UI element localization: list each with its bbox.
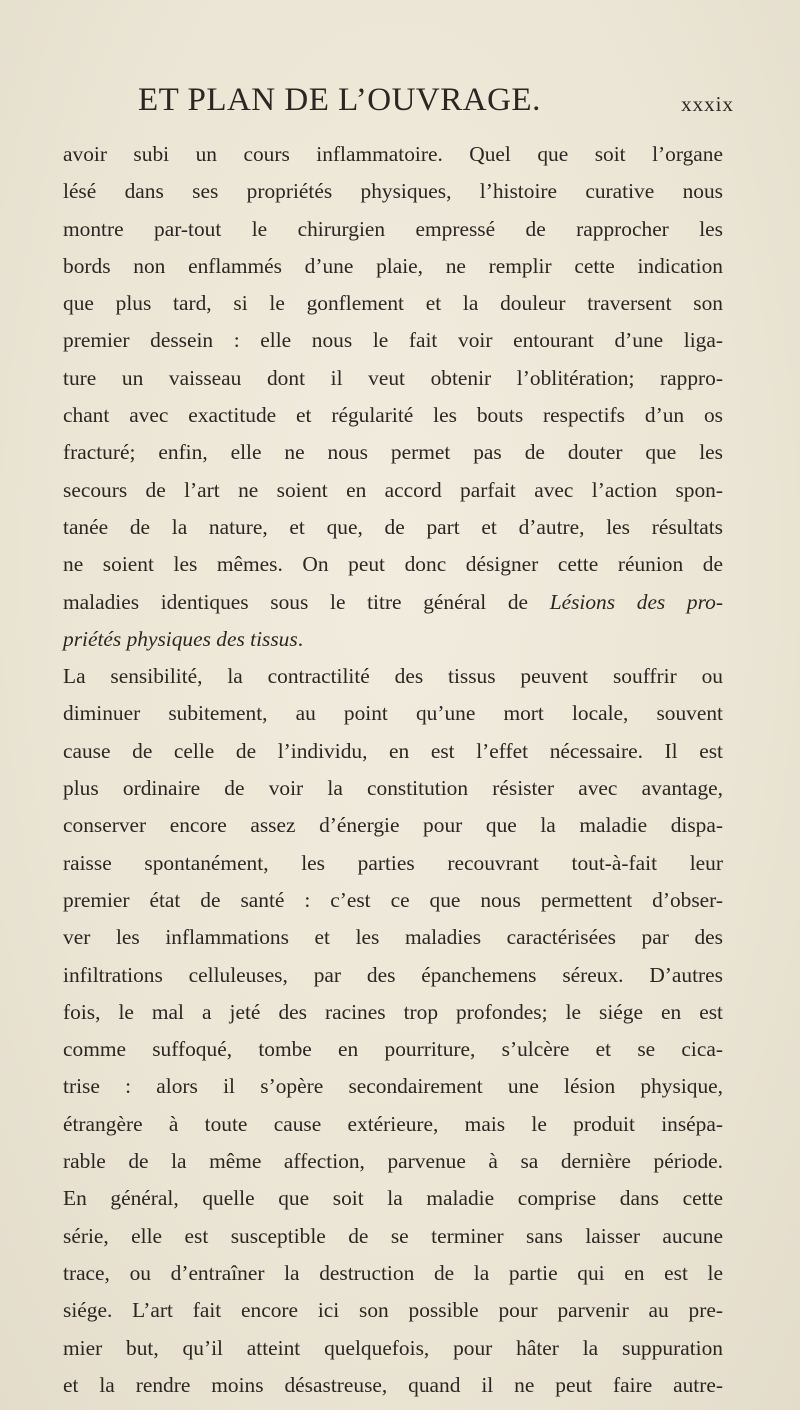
- text-line-18: plus ordinaire de voir la constitution résister avec avantage,: [63, 776, 723, 801]
- text-line-21: premier état de santé : c’est ce que nous permettent d’obser-: [63, 887, 723, 912]
- text-line-29: En général, quelle que soit la maladie comprise dans cette: [63, 1186, 723, 1211]
- text-line-12: ne soient les mêmes. On peut donc désigner cette réunion de: [63, 552, 723, 577]
- text-line-5: que plus tard, si le gonflement et la douleur traversent son: [63, 291, 723, 316]
- text-line-26: trise : alors il s’opère secondairement une lésion physique,: [63, 1074, 723, 1099]
- text-line-14: [63, 621, 723, 658]
- text-line-25: comme suffoqué, tombe en pourriture, s’ulcère et se cica-: [63, 1037, 723, 1062]
- text-line-17: cause de celle de l’individu, en est l’effet nécessaire. Il est: [63, 738, 723, 763]
- text-line-32: siége. L’art fait encore ici son possible pour parvenir au pre-: [63, 1298, 723, 1323]
- body-text: [63, 136, 723, 1404]
- text-line-11: tanée de la nature, et que, de part et d’autre, les résultats: [63, 514, 723, 539]
- text-line-3: montre par-tout le chirurgien empressé de rapprocher les: [63, 216, 723, 241]
- text-line-16: diminuer subitement, au point qu’une mort locale, souvent: [63, 701, 723, 726]
- text-line-10: secours de l’art ne soient en accord parfait avec l’action spon-: [63, 477, 723, 502]
- text-line-33: mier but, qu’il atteint quelquefois, pour hâter la suppuration: [63, 1335, 723, 1360]
- text-line-8: chant avec exactitude et régularité les bouts respectifs d’un os: [63, 403, 723, 428]
- text-line-34: et la rendre moins désastreuse, quand il ne peut faire autre-: [63, 1372, 723, 1397]
- text-line-19: conserver encore assez d’énergie pour que la maladie dispa-: [63, 813, 723, 838]
- text-line-31: trace, ou d’entraîner la destruction de la partie qui en est le: [63, 1260, 723, 1285]
- text-line-23: infiltrations celluleuses, par des épanchemens séreux. D’autres: [63, 962, 723, 987]
- text-line-7: ture un vaisseau dont il veut obtenir l’oblitération; rappro-: [63, 365, 723, 390]
- text-line-1: avoir subi un cours inflammatoire. Quel que soit l’organe: [63, 142, 723, 166]
- running-title: ET PLAN DE L’OUVRAGE.: [138, 82, 541, 118]
- text-line-2: lésé dans ses propriétés physiques, l’histoire curative nous: [63, 179, 723, 204]
- text-line-6: premier dessein : elle nous le fait voir entourant d’une liga-: [63, 328, 723, 353]
- text-line-20: raisse spontanément, les parties recouvrant tout-à-fait leur: [63, 850, 723, 875]
- text-line-30: série, elle est susceptible de se terminer sans laisser aucune: [63, 1223, 723, 1248]
- text-line-14-end: .: [297, 626, 304, 651]
- italic-title-part-2: priétés physiques des tissus: [63, 626, 298, 651]
- text-line-13-roman: maladies identiques sous le titre général de: [63, 589, 529, 614]
- text-line-15: La sensibilité, la contractilité des tissus peuvent souffrir ou: [63, 664, 723, 689]
- running-head: [138, 82, 734, 126]
- text-line-13: [63, 584, 723, 621]
- page-number: xxxix: [681, 92, 734, 116]
- italic-title-part-1: Lésions des pro-: [549, 589, 723, 614]
- text-line-27: étrangère à toute cause extérieure, mais le produit insépa-: [63, 1111, 723, 1136]
- text-line-22: ver les inflammations et les maladies caractérisées par des: [63, 925, 723, 950]
- text-line-9: fracturé; enfin, elle ne nous permet pas de douter que les: [63, 440, 723, 465]
- text-line-4: bords non enflammés d’une plaie, ne remplir cette indication: [63, 253, 723, 278]
- text-line-28: rable de la même affection, parvenue à sa dernière période.: [63, 1149, 723, 1174]
- text-line-24: fois, le mal a jeté des racines trop profondes; le siége en est: [63, 999, 723, 1024]
